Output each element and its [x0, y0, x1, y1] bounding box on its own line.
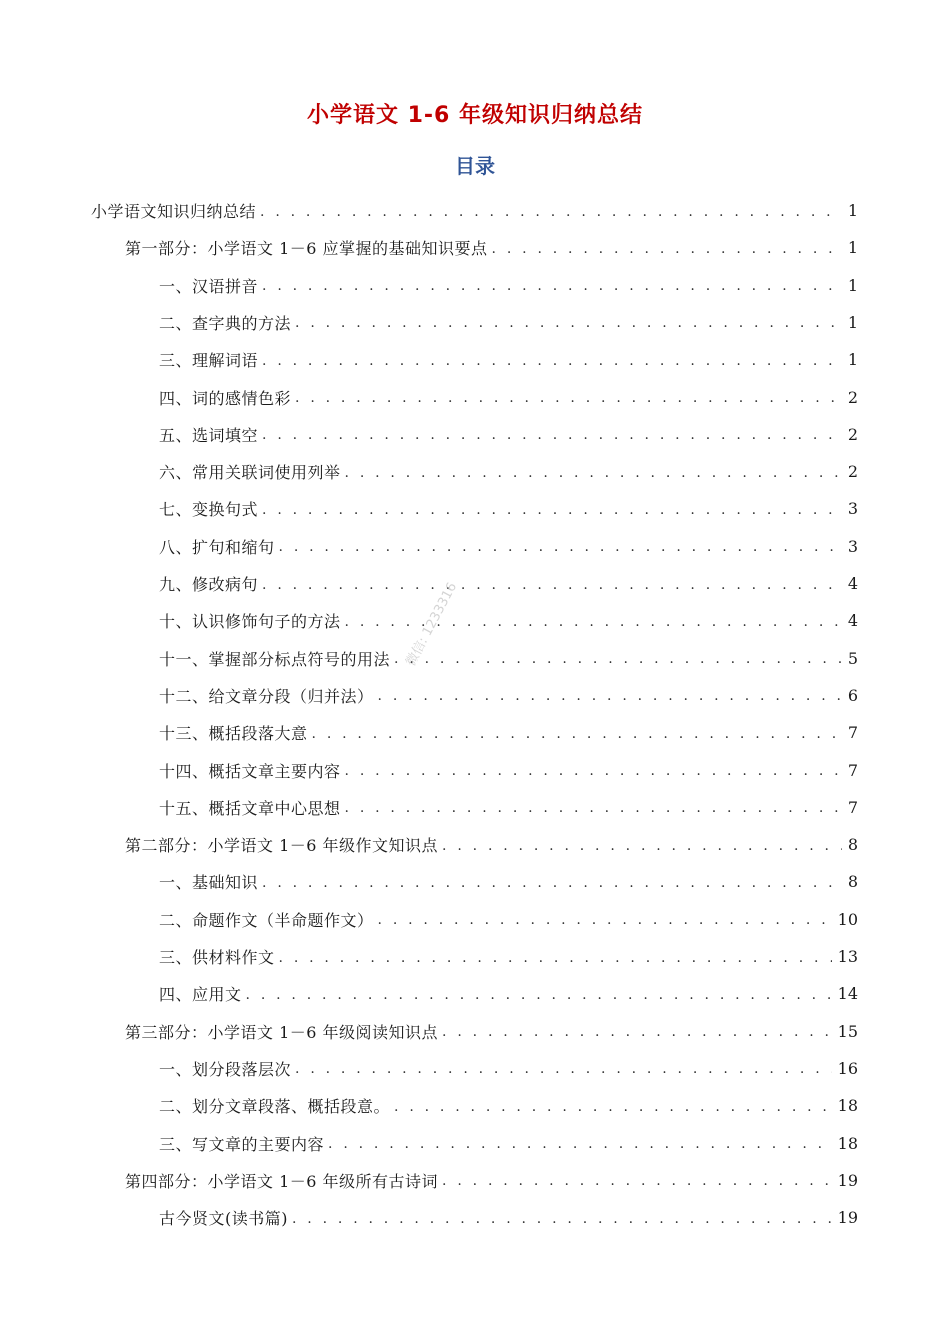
toc-entry-page-number: 15: [837, 1021, 858, 1041]
toc-entry-title: 古今贤文(读书篇): [159, 1209, 288, 1229]
toc-entry-title: 三、写文章的主要内容: [159, 1134, 325, 1154]
toc-entry-title: 十三、概括段落大意: [159, 724, 308, 744]
toc-entry-page-number: 18: [837, 1133, 858, 1153]
toc-entry-page-number: 1: [847, 350, 858, 370]
toc-entry[interactable]: [159, 901, 858, 938]
toc-dot-leader: [492, 241, 842, 257]
toc-entry[interactable]: [159, 975, 858, 1012]
toc-entry-page-number: 2: [847, 424, 858, 444]
toc-dot-leader: [295, 390, 842, 406]
toc-entry-page-number: 6: [847, 685, 858, 705]
toc-entry[interactable]: [159, 565, 858, 602]
toc-entry[interactable]: [159, 490, 858, 527]
toc-entry-title: 三、理解词语: [159, 351, 259, 371]
toc-dot-leader: [295, 1061, 832, 1077]
toc-entry-title: 六、常用关联词使用列举: [159, 463, 341, 483]
toc-entry-title: 第一部分：小学语文 1－6 应掌握的基础知识要点: [125, 239, 488, 259]
toc-entry-page-number: 8: [847, 835, 858, 855]
toc-entry[interactable]: [159, 602, 858, 639]
toc-dot-leader: [442, 1173, 832, 1189]
toc-entry-page-number: 1: [847, 238, 858, 258]
toc-entry-title: 一、基础知识: [159, 873, 259, 893]
toc-entry-page-number: 14: [837, 984, 858, 1004]
toc-entry-page-number: 2: [847, 462, 858, 482]
toc-entry-page-number: 4: [847, 574, 858, 593]
toc-entry-page-number: 19: [837, 1170, 858, 1190]
toc-entry-title: 十一、掌握部分标点符号的用法: [159, 649, 391, 669]
toc-entry-title: 十五、概括文章中心思想: [159, 798, 341, 818]
toc-entry[interactable]: [159, 714, 858, 751]
toc-entry-page-number: 7: [847, 760, 858, 780]
toc-entry[interactable]: [159, 938, 858, 975]
toc-entry[interactable]: [159, 528, 858, 565]
toc-entry-page-number: 1: [847, 275, 858, 295]
toc-dot-leader: [262, 577, 842, 593]
toc-entry[interactable]: [125, 1013, 858, 1050]
toc-dot-leader: [378, 912, 832, 928]
toc-entry[interactable]: [159, 1050, 858, 1087]
toc-dot-leader: [262, 875, 842, 891]
toc-dot-leader: [260, 204, 842, 220]
toc-entry[interactable]: [125, 229, 858, 266]
toc-entry[interactable]: [159, 1087, 858, 1124]
toc-dot-leader: [246, 987, 832, 1003]
toc-entry-page-number: 13: [837, 947, 858, 966]
toc-entry-page-number: 16: [837, 1058, 858, 1078]
toc-entry-page-number: 3: [847, 536, 858, 556]
toc-entry[interactable]: [159, 341, 858, 378]
toc-entry-page-number: 10: [837, 909, 858, 929]
toc-entry-title: 第四部分：小学语文 1－6 年级所有古诗词: [125, 1171, 439, 1191]
toc-dot-leader: [262, 502, 842, 518]
toc-entry[interactable]: [159, 267, 858, 304]
toc-entry[interactable]: [159, 789, 858, 826]
toc-entry[interactable]: [91, 192, 858, 229]
toc-entry-page-number: 4: [847, 611, 858, 631]
toc-entry-title: 一、汉语拼音: [159, 276, 259, 296]
document-title: 小学语文 1-6 年级知识归纳总结: [306, 103, 644, 128]
toc-entry[interactable]: [159, 677, 858, 714]
toc-heading: 目录: [455, 154, 495, 178]
toc-entry-title: 五、选词填空: [159, 425, 259, 445]
toc-dot-leader: [292, 1211, 832, 1227]
toc-entry-title: 小学语文知识归纳总结: [91, 202, 257, 221]
toc-entry-page-number: 1: [847, 312, 858, 332]
toc-entry[interactable]: [159, 752, 858, 789]
toc-dot-leader: [442, 1024, 832, 1040]
toc-entry-page-number: 3: [847, 499, 858, 519]
toc-entry-page-number: 5: [847, 648, 858, 668]
toc-dot-leader: [378, 688, 842, 704]
toc-entry-title: 三、供材料作文: [159, 948, 275, 967]
toc-entry-title: 十、认识修饰句子的方法: [159, 612, 341, 632]
watermark: 微信: 1233316: [403, 580, 461, 669]
toc-dot-leader: [279, 950, 832, 966]
toc-entry[interactable]: [125, 1162, 858, 1199]
toc-entry[interactable]: [159, 416, 858, 453]
toc-dot-leader: [262, 353, 842, 369]
toc-entry-page-number: 7: [847, 723, 858, 743]
toc-entry-title: 第二部分：小学语文 1－6 年级作文知识点: [125, 836, 439, 856]
toc-entry[interactable]: [159, 1125, 858, 1162]
toc-entry[interactable]: [159, 640, 858, 677]
toc-entry-title: 四、词的感情色彩: [159, 388, 292, 408]
toc-entry-page-number: 8: [847, 872, 858, 892]
toc-entry-title: 七、变换句式: [159, 500, 259, 520]
toc-dot-leader: [279, 539, 842, 555]
toc-entry-title: 九、修改病句: [159, 575, 259, 594]
toc-dot-leader: [295, 315, 842, 331]
toc-entry[interactable]: [125, 826, 858, 863]
toc-entry-title: 十二、给文章分段（归并法）: [159, 686, 374, 706]
toc-entry[interactable]: [159, 863, 858, 900]
toc-entry[interactable]: [159, 453, 858, 490]
toc-dot-leader: [345, 800, 842, 816]
toc-entry-title: 二、划分文章段落、概括段意。: [159, 1097, 391, 1117]
toc-dot-leader: [262, 427, 842, 443]
toc-entry-title: 二、命题作文（半命题作文）: [159, 910, 374, 930]
toc-entry-page-number: 7: [847, 797, 858, 817]
toc-dot-leader: [312, 726, 842, 742]
toc-dot-leader: [345, 763, 842, 779]
toc-entry-title: 一、划分段落层次: [159, 1059, 292, 1079]
toc-entry-title: 四、应用文: [159, 985, 242, 1005]
toc-entry-page-number: 19: [837, 1208, 858, 1228]
toc-dot-leader: [345, 465, 842, 481]
toc-dot-leader: [394, 1099, 832, 1115]
toc-dot-leader: [394, 651, 842, 667]
toc-dot-leader: [442, 838, 842, 854]
toc-entry[interactable]: [159, 379, 858, 416]
toc-entry-title: 第三部分：小学语文 1－6 年级阅读知识点: [125, 1022, 439, 1042]
toc-entry[interactable]: [159, 304, 858, 341]
toc-entry-page-number: 18: [837, 1096, 858, 1116]
toc-entry-title: 二、查字典的方法: [159, 313, 292, 333]
toc-entry-page-number: 1: [847, 201, 858, 220]
toc-dot-leader: [262, 278, 842, 294]
toc-entry-title: 十四、概括文章主要内容: [159, 761, 341, 781]
toc-dot-leader: [328, 1136, 832, 1152]
toc-entry[interactable]: [159, 1199, 858, 1236]
toc-entry-page-number: 2: [847, 387, 858, 407]
toc-entry-title: 八、扩句和缩句: [159, 537, 275, 557]
